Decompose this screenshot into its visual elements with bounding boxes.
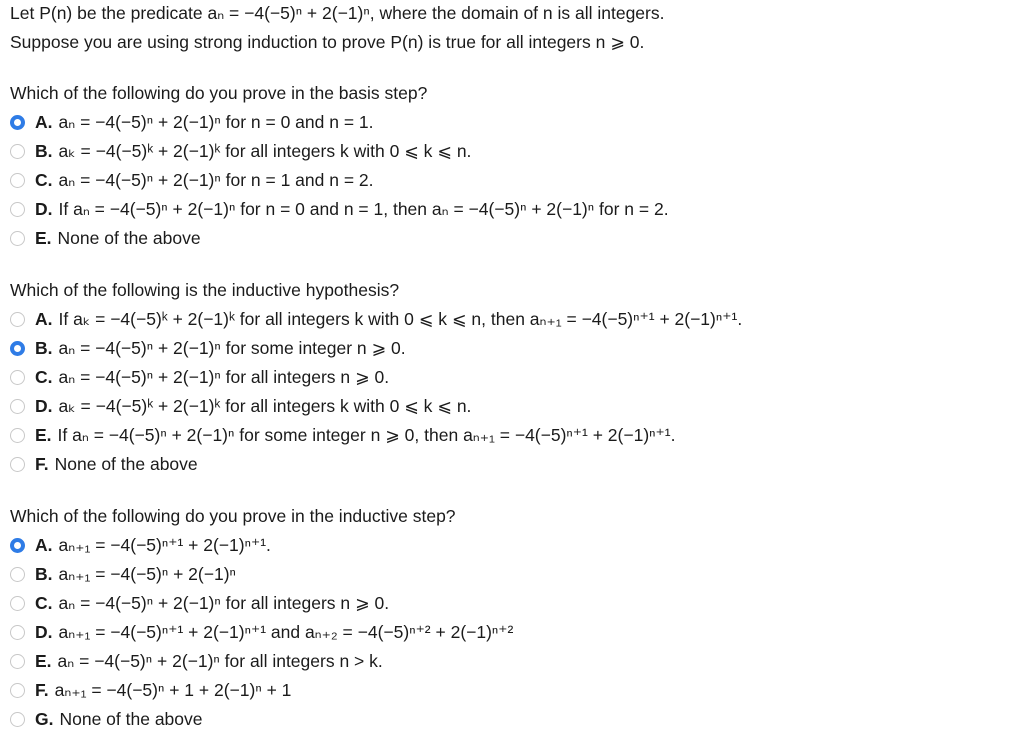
radio-icon[interactable] xyxy=(10,202,25,217)
q1-option-a[interactable] xyxy=(10,111,374,133)
option-letter: F. xyxy=(35,454,49,474)
radio-icon[interactable] xyxy=(10,370,25,385)
radio-icon[interactable] xyxy=(10,457,25,472)
option-text: aₙ = −4(−5)ⁿ + 2(−1)ⁿ for all integers n ⩾ 0. xyxy=(58,593,390,613)
option-letter: B. xyxy=(35,338,53,358)
q3-option-d[interactable] xyxy=(10,621,513,643)
option-text: If aₖ = −4(−5)ᵏ + 2(−1)ᵏ for all integers k with 0 ⩽ k ⩽ n, then aₙ₊₁ = −4(−5)ⁿ⁺¹ + 2(−1)ⁿ⁺¹. xyxy=(58,309,743,329)
option-text: aₙ₊₁ = −4(−5)ⁿ⁺¹ + 2(−1)ⁿ⁺¹ and aₙ₊₂ = −4(−5)ⁿ⁺² + 2(−1)ⁿ⁺² xyxy=(58,622,514,642)
option-text: None of the above xyxy=(59,709,203,729)
option-text: aₙ = −4(−5)ⁿ + 2(−1)ⁿ for all integers n ⩾ 0. xyxy=(58,367,390,387)
option-text: None of the above xyxy=(57,228,201,248)
radio-icon[interactable] xyxy=(10,399,25,414)
radio-icon[interactable] xyxy=(10,654,25,669)
q3-option-a[interactable] xyxy=(10,534,271,556)
option-text: aₙ₊₁ = −4(−5)ⁿ + 2(−1)ⁿ xyxy=(58,564,236,584)
option-text: If aₙ = −4(−5)ⁿ + 2(−1)ⁿ for n = 0 and n = 1, then aₙ = −4(−5)ⁿ + 2(−1)ⁿ for n = 2. xyxy=(58,199,669,219)
option-letter: B. xyxy=(35,141,53,161)
q1-option-b[interactable] xyxy=(10,140,471,162)
q3-option-g[interactable] xyxy=(10,708,203,730)
option-text: aₙ = −4(−5)ⁿ + 2(−1)ⁿ for n = 1 and n = 2. xyxy=(58,170,374,190)
radio-icon[interactable] xyxy=(10,144,25,159)
option-letter: G. xyxy=(35,709,54,729)
option-letter: D. xyxy=(35,199,53,219)
option-text: aₙ₊₁ = −4(−5)ⁿ⁺¹ + 2(−1)ⁿ⁺¹. xyxy=(58,535,271,555)
option-letter: E. xyxy=(35,228,52,248)
radio-icon[interactable] xyxy=(10,567,25,582)
option-letter: E. xyxy=(35,425,52,445)
radio-selected-icon[interactable] xyxy=(10,341,25,356)
q2-option-b[interactable] xyxy=(10,337,406,359)
option-letter: F. xyxy=(35,680,49,700)
option-letter: C. xyxy=(35,367,53,387)
option-text: aₖ = −4(−5)ᵏ + 2(−1)ᵏ for all integers k with 0 ⩽ k ⩽ n. xyxy=(58,141,472,161)
radio-icon[interactable] xyxy=(10,428,25,443)
radio-selected-icon[interactable] xyxy=(10,538,25,553)
q2-option-c[interactable] xyxy=(10,366,389,388)
option-letter: C. xyxy=(35,593,53,613)
radio-icon[interactable] xyxy=(10,231,25,246)
question-3-prompt: Which of the following do you prove in the inductive step? xyxy=(10,506,456,526)
intro-line-2: Suppose you are using strong induction to prove P(n) is true for all integers n ⩾ 0. xyxy=(10,32,645,52)
option-letter: A. xyxy=(35,535,53,555)
option-letter: A. xyxy=(35,112,53,132)
option-text: aₖ = −4(−5)ᵏ + 2(−1)ᵏ for all integers k with 0 ⩽ k ⩽ n. xyxy=(58,396,472,416)
q3-option-c[interactable] xyxy=(10,592,389,614)
option-letter: E. xyxy=(35,651,52,671)
radio-icon[interactable] xyxy=(10,625,25,640)
q2-option-e[interactable] xyxy=(10,424,675,446)
radio-selected-icon[interactable] xyxy=(10,115,25,130)
q3-option-f[interactable] xyxy=(10,679,291,701)
q1-option-d[interactable] xyxy=(10,198,669,220)
option-text: aₙ = −4(−5)ⁿ + 2(−1)ⁿ for n = 0 and n = 1. xyxy=(58,112,374,132)
q2-option-a[interactable] xyxy=(10,308,742,330)
option-text: aₙ = −4(−5)ⁿ + 2(−1)ⁿ for some integer n ⩾ 0. xyxy=(58,338,406,358)
q2-option-d[interactable] xyxy=(10,395,471,417)
option-letter: D. xyxy=(35,396,53,416)
q3-option-e[interactable] xyxy=(10,650,383,672)
radio-icon[interactable] xyxy=(10,173,25,188)
q1-option-e[interactable] xyxy=(10,227,201,249)
radio-icon[interactable] xyxy=(10,596,25,611)
option-text: aₙ₊₁ = −4(−5)ⁿ + 1 + 2(−1)ⁿ + 1 xyxy=(54,680,292,700)
radio-icon[interactable] xyxy=(10,312,25,327)
radio-icon[interactable] xyxy=(10,683,25,698)
option-letter: D. xyxy=(35,622,53,642)
option-letter: A. xyxy=(35,309,53,329)
q1-option-c[interactable] xyxy=(10,169,374,191)
option-letter: B. xyxy=(35,564,53,584)
option-text: If aₙ = −4(−5)ⁿ + 2(−1)ⁿ for some integer n ⩾ 0, then aₙ₊₁ = −4(−5)ⁿ⁺¹ + 2(−1)ⁿ⁺¹. xyxy=(57,425,676,445)
q3-option-b[interactable] xyxy=(10,563,236,585)
option-letter: C. xyxy=(35,170,53,190)
question-1-prompt: Which of the following do you prove in the basis step? xyxy=(10,83,428,103)
option-text: aₙ = −4(−5)ⁿ + 2(−1)ⁿ for all integers n > k. xyxy=(57,651,383,671)
option-text: None of the above xyxy=(54,454,198,474)
question-2-prompt: Which of the following is the inductive hypothesis? xyxy=(10,280,400,300)
radio-icon[interactable] xyxy=(10,712,25,727)
intro-line-1: Let P(n) be the predicate aₙ = −4(−5)ⁿ + 2(−1)ⁿ, where the domain of n is all integers. xyxy=(10,3,665,23)
q2-option-f[interactable] xyxy=(10,453,198,475)
